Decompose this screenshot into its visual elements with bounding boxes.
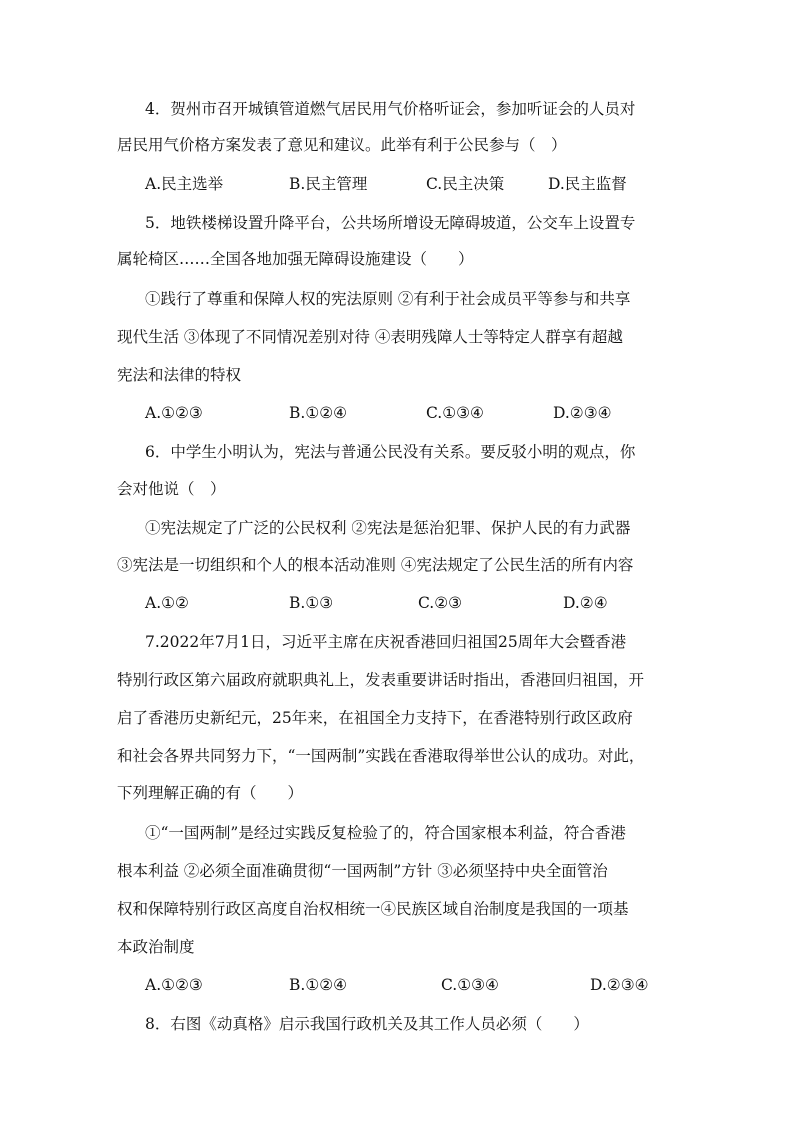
q6-option-a: A.①②	[145, 594, 189, 612]
q7-option-c: C.①③④	[441, 976, 499, 994]
q7-statement-3: 权和保障特别行政区高度自治权相统一④民族区域自治制度是我国的一项基	[117, 900, 629, 918]
q7-statement-1: ①“一国两制”是经过实践反复检验了的，符合国家根本利益，符合香港	[145, 824, 626, 842]
q7-statement-4: 本政治制度	[117, 938, 195, 956]
q6-statement-2: ③宪法是一切组织和个人的根本活动准则 ④宪法规定了公民生活的所有内容	[117, 556, 634, 574]
q4-option-a: A.民主选举	[145, 175, 224, 193]
q6-statement-1: ①宪法规定了广泛的公民权利 ②宪法是惩治犯罪、保护人民的有力武器	[145, 519, 631, 537]
q4-line-1: 4．贺州市召开城镇管道燃气居民用气价格听证会，参加听证会的人员对	[145, 100, 636, 118]
q7-option-b: B.①②④	[289, 976, 348, 994]
q6-option-b: B.①③	[289, 594, 334, 612]
q6-line-1: 6．中学生小明认为，宪法与普通公民没有关系。要反驳小明的观点，你	[145, 443, 636, 461]
q5-statement-1: ①践行了尊重和保障人权的宪法原则 ②有利于社会成员平等参与和共享	[145, 290, 631, 308]
q7-line-2: 特别行政区第六届政府就职典礼上，发表重要讲话时指出，香港回归祖国，开	[117, 671, 645, 689]
q8-line-1: 8．右图《动真格》启示我国行政机关及其工作人员必须（ ）	[145, 1015, 589, 1033]
q4-option-d: D.民主监督	[548, 175, 627, 193]
q5-option-c: C.①③④	[426, 404, 484, 422]
q5-statement-2: 现代生活 ③体现了不同情况差别对待 ④表明残障人士等特定人群享有超越	[117, 328, 623, 346]
q5-option-d: D.②③④	[553, 404, 612, 422]
q7-line-4: 和社会各界共同努力下，“一国两制”实践在香港取得举世公认的成功。对此，	[117, 747, 645, 765]
q7-option-d: D.②③④	[590, 976, 649, 994]
q4-line-2: 居民用气价格方案发表了意见和建议。此举有利于公民参与（ ）	[117, 136, 567, 154]
q7-option-a: A.①②③	[145, 976, 203, 994]
q7-line-1: 7.2022年7月1日，习近平主席在庆祝香港回归祖国25周年大会暨香港	[145, 633, 627, 651]
q4-option-b: B.民主管理	[289, 175, 368, 193]
q5-line-1: 5．地铁楼梯设置升降平台，公共场所增设无障碍坡道，公交车上设置专	[145, 214, 636, 232]
q5-statement-3: 宪法和法律的特权	[117, 366, 242, 384]
q5-line-2: 属轮椅区……全国各地加强无障碍设施建设（ ）	[117, 250, 474, 268]
q6-option-c: C.②③	[418, 594, 463, 612]
q7-line-5: 下列理解正确的有（ ）	[117, 784, 304, 802]
q4-option-c: C.民主决策	[426, 175, 505, 193]
q7-line-3: 启了香港历史新纪元，25年来，在祖国全力支持下，在香港特别行政区政府	[117, 709, 633, 727]
q7-statement-2: 根本利益 ②必须全面准确贯彻“一国两制”方针 ③必须坚持中央全面管治	[117, 862, 608, 880]
q5-option-b: B.①②④	[289, 404, 348, 422]
q5-option-a: A.①②③	[145, 404, 203, 422]
q6-line-2: 会对他说（ ）	[117, 480, 226, 498]
q6-option-d: D.②④	[563, 594, 608, 612]
